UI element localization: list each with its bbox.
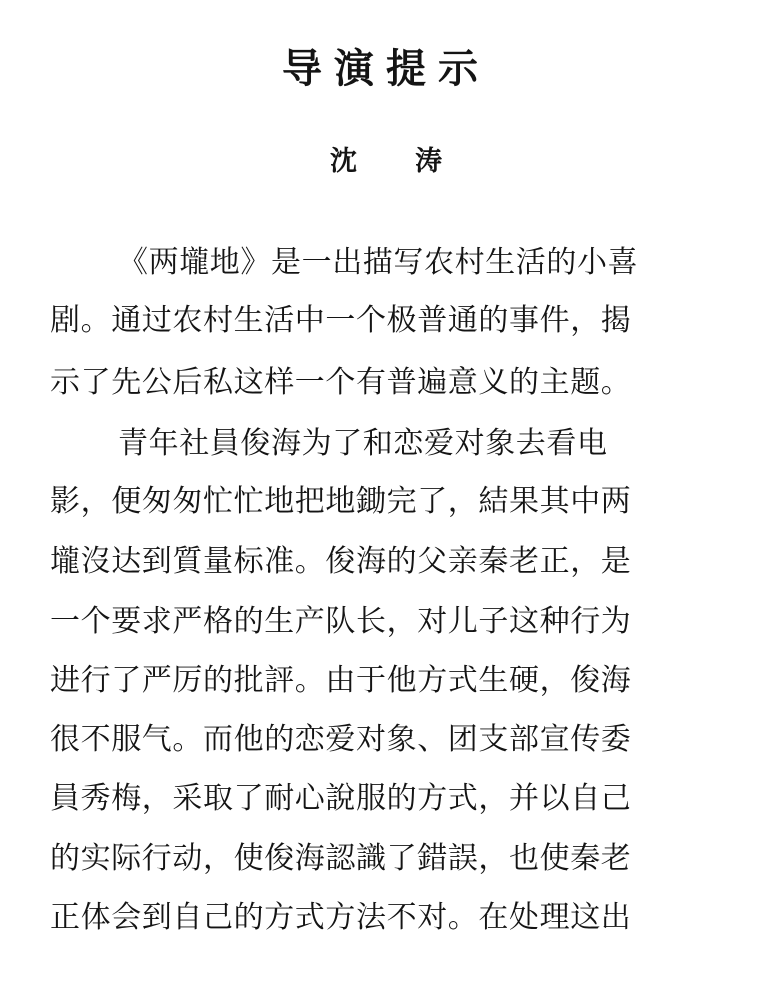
body-line: 員秀梅，采取了耐心說服的方式，并以自己 bbox=[50, 781, 632, 816]
author-given-name: 涛 bbox=[415, 146, 442, 177]
body-line: 进行了严厉的批評。由于他方式生硬，俊海 bbox=[50, 663, 632, 698]
author-surname: 沈 bbox=[330, 146, 357, 177]
body-line: 的实际行动，使俊海認識了錯誤，也使秦老 bbox=[50, 841, 632, 876]
body-line: 壠沒达到質量标准。俊海的父亲秦老正，是 bbox=[50, 544, 632, 579]
article-title: 导演提示 bbox=[282, 45, 490, 92]
body-line: 一个要求严格的生产队长，对儿子这种行为 bbox=[50, 604, 632, 639]
body-line: 剧。通过农村生活中一个极普通的事件，揭 bbox=[50, 303, 632, 338]
body-line: 很不服气。而他的恋爱对象、团支部宣传委 bbox=[50, 722, 632, 757]
body-line: 正体会到自己的方式方法不对。在处理这出 bbox=[50, 900, 632, 935]
body-line: 示了先公后私这样一个有普遍意义的主题。 bbox=[50, 365, 632, 400]
author-name bbox=[0, 142, 772, 182]
body-line: 影，便匆匆忙忙地把地鋤完了，結果其中两 bbox=[50, 484, 632, 519]
body-line: 《两壠地》是一出描写农村生活的小喜 bbox=[118, 245, 639, 280]
body-line: 青年社員俊海为了和恋爱对象去看电 bbox=[118, 426, 608, 461]
